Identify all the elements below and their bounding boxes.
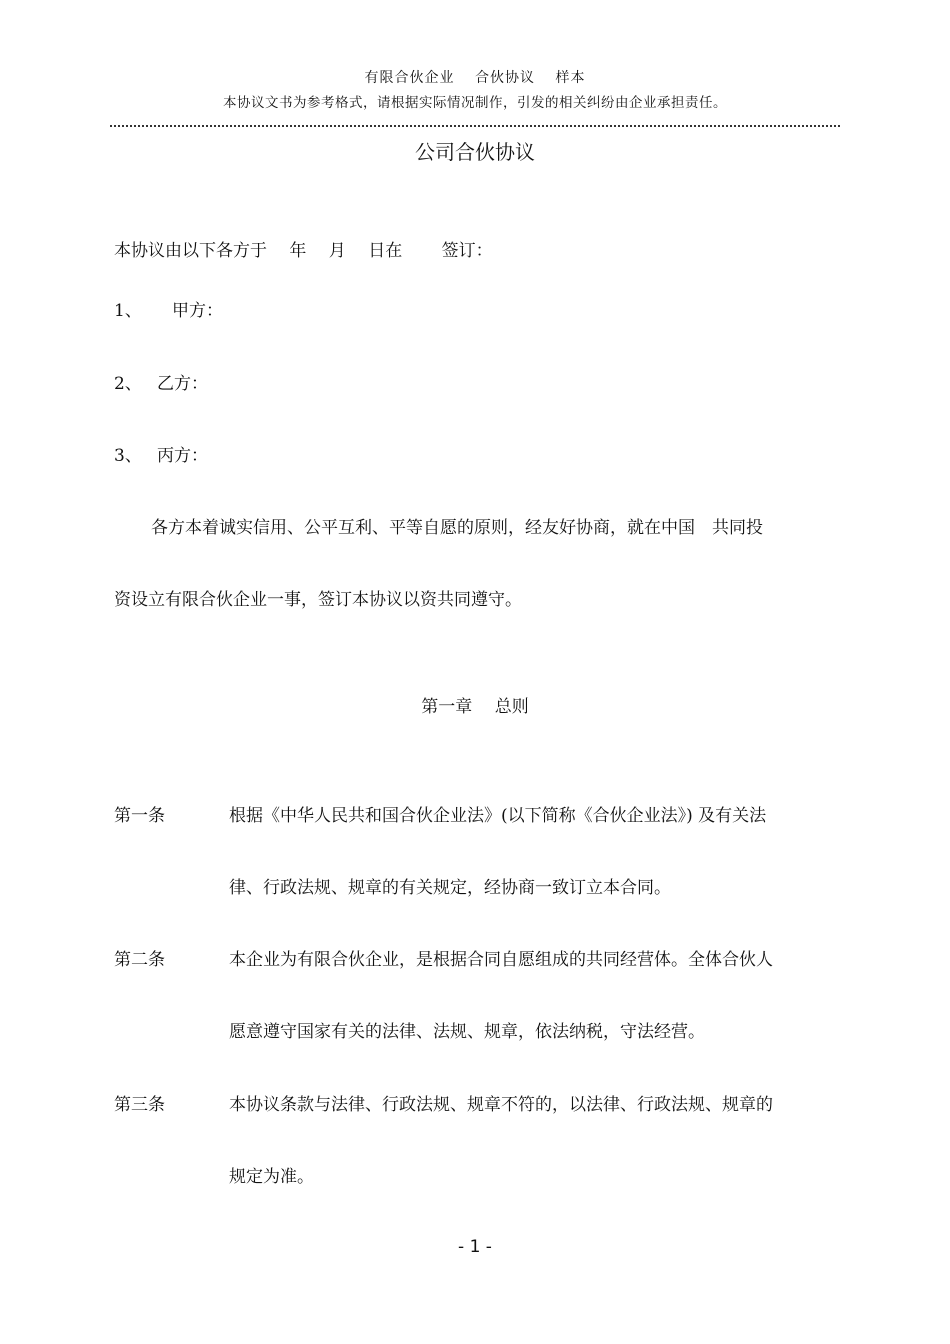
- article-label-2: 第二条: [114, 950, 165, 970]
- party-label-3: 丙方：: [157, 446, 208, 466]
- preamble-line-2: 资设立有限合伙企业一事，签订本协议以资共同遵守。: [114, 590, 522, 610]
- intro-line: 本协议由以下各方于 年 月 日在 签订：: [114, 241, 493, 261]
- article-text-2-line-2: 愿意遵守国家有关的法律、法规、规章，依法纳税，守法经营。: [229, 1022, 705, 1042]
- header-divider: [110, 125, 840, 127]
- preamble-line-1: 各方本着诚实信用、公平互利、平等自愿的原则，经友好协商，就在中国 共同投: [151, 518, 763, 538]
- article-label-3: 第三条: [114, 1095, 165, 1115]
- party-number-1: 1、: [114, 301, 142, 321]
- header-disclaimer: 本协议文书为参考格式，请根据实际情况制作，引发的相关纠纷由企业承担责任。: [223, 95, 727, 111]
- article-text-3-line-1: 本协议条款与法律、行政法规、规章不符的，以法律、行政法规、规章的: [229, 1095, 773, 1115]
- party-label-2: 乙方：: [157, 374, 208, 394]
- article-text-1-line-1: 根据《中华人民共和国合伙企业法》(以下简称《合伙企业法》) 及有关法: [229, 806, 767, 826]
- article-text-3-line-2: 规定为准。: [229, 1167, 314, 1187]
- chapter-heading: 第一章 总则: [421, 697, 529, 717]
- party-label-1: 甲方：: [172, 301, 223, 321]
- document-title: 公司合伙协议: [415, 140, 535, 164]
- party-number-3: 3、: [114, 446, 142, 466]
- header-title: 有限合伙企业 合伙协议 样本: [364, 70, 586, 86]
- article-text-1-line-2: 律、行政法规、规章的有关规定，经协商一致订立本合同。: [229, 878, 671, 898]
- party-number-2: 2、: [114, 374, 142, 394]
- article-label-1: 第一条: [114, 806, 165, 826]
- article-text-2-line-1: 本企业为有限合伙企业，是根据合同自愿组成的共同经营体。全体合伙人: [229, 950, 773, 970]
- page-number: - 1 -: [458, 1237, 492, 1257]
